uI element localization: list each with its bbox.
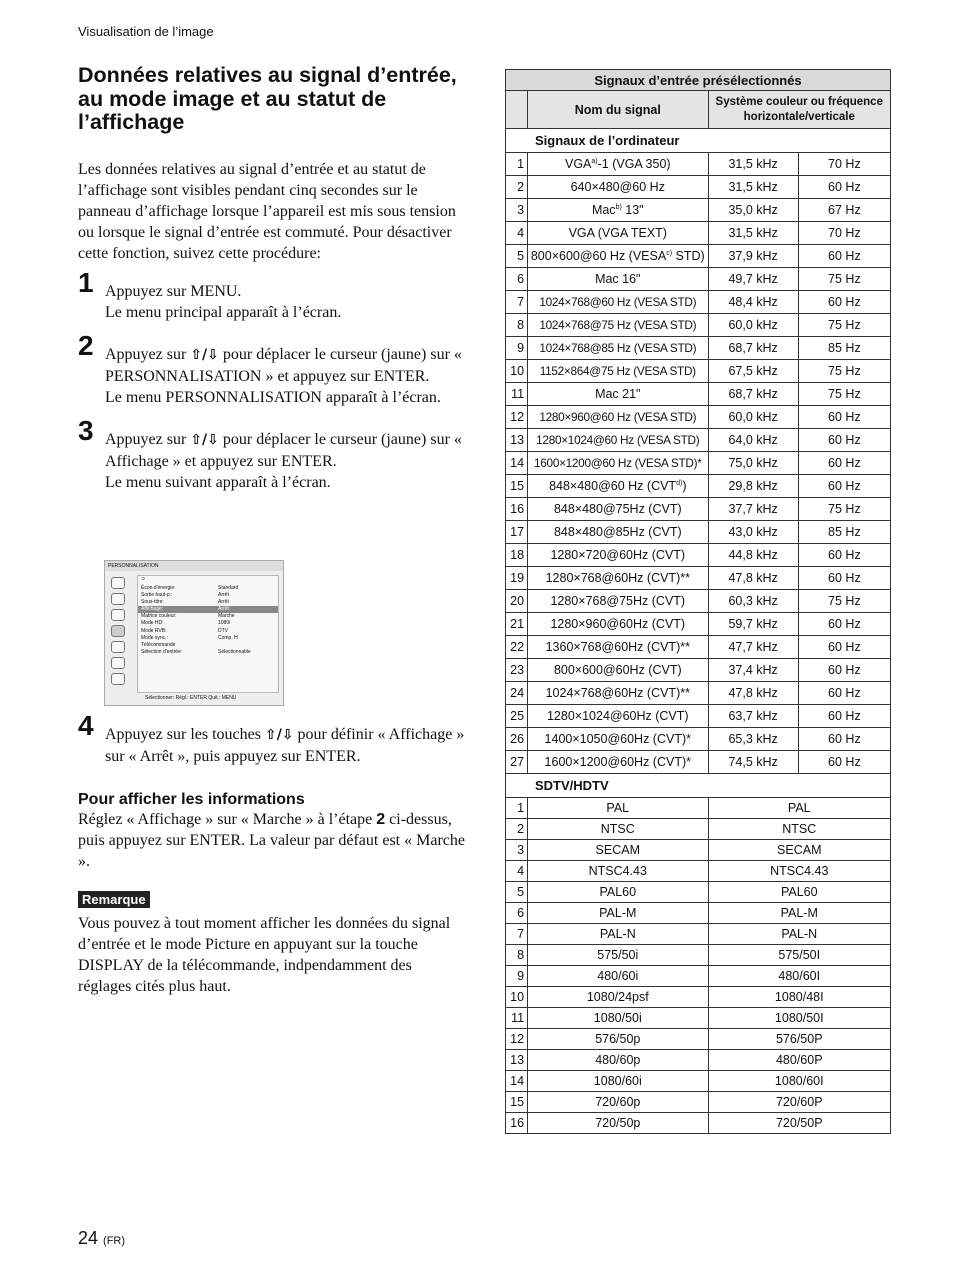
table-row (506, 222, 891, 245)
color-system: PAL-M (708, 903, 890, 924)
step-text: Appuyez sur ⇧/⇩ pour déplacer le curseur (jaune) sur « PERSONNALISATION » et appuyez sur ENTER. (105, 345, 462, 385)
horizontal-frequency: 31,5 kHz (708, 222, 798, 245)
row-index: 16 (506, 498, 528, 521)
vertical-frequency: 75 Hz (798, 590, 890, 613)
color-system: 576/50P (708, 1029, 890, 1050)
menu-row: Sélection d'entrée: Sélectionnable (141, 648, 251, 655)
signals-table (505, 69, 891, 1134)
remark-paragraph: Vous pouvez à tout moment afficher les données du signal d’entrée et le mode Picture en appuyant sur la touche DISPLAY de la télécommande, indpendamment des réglages cités plus haut. (78, 915, 451, 995)
color-system: 1080/48I (708, 987, 890, 1008)
signal-name: PAL-M (528, 903, 708, 924)
table-row (506, 383, 891, 406)
vertical-frequency: 60 Hz (798, 429, 890, 452)
menu-row: Matrice couleur: Marche (141, 613, 235, 620)
signal-name: 800×600@60 Hz (VESA$^{c)}$ STD) (528, 245, 708, 268)
row-index: 7 (506, 291, 528, 314)
table-row (506, 475, 891, 498)
step-text-2: Le menu principal apparaît à l’écran. (105, 303, 342, 321)
table-row (506, 452, 891, 475)
row-index: 23 (506, 659, 528, 682)
step-number: 3 (78, 414, 94, 446)
color-system: 575/50I (708, 945, 890, 966)
signal-name: NTSC (528, 819, 708, 840)
vertical-frequency: 60 Hz (798, 544, 890, 567)
vertical-frequency: 75 Hz (798, 498, 890, 521)
row-index: 26 (506, 728, 528, 751)
table-row (506, 245, 891, 268)
signal-name: 1600×1200@60Hz (CVT)* (528, 751, 708, 774)
menu-screenshot (104, 560, 284, 706)
signal-name: VGA (VGA TEXT) (528, 222, 708, 245)
signal-name: 1360×768@60Hz (CVT)** (528, 636, 708, 659)
signal-name: 848×480@85Hz (CVT) (528, 521, 708, 544)
horizontal-frequency: 60,3 kHz (708, 590, 798, 613)
row-index: 12 (506, 1029, 528, 1050)
intro-paragraph: Les données relatives au signal d’entrée et au statut de l’affichage sont visibles pendant cinq secondes sur le panneau d’affichage lorsque l’appareil est mis sous tension ou lorsque le signal d’entrée est commuté. Pour désactiver cette fonction, suivez cette procédure: (78, 160, 456, 262)
table-row (506, 903, 891, 924)
horizontal-frequency: 48,4 kHz (708, 291, 798, 314)
signal-name: Mac 21" (528, 383, 708, 406)
signal-name: 1024×768@60 Hz (VESA STD) (528, 291, 708, 314)
signal-name: 720/60p (528, 1092, 708, 1113)
horizontal-frequency: 59,7 kHz (708, 613, 798, 636)
horizontal-frequency: 31,5 kHz (708, 176, 798, 199)
menu-row: Télécommande (141, 641, 176, 648)
table-row (506, 882, 891, 903)
table-row (506, 705, 891, 728)
table-row (506, 924, 891, 945)
table-row (506, 567, 891, 590)
remark-badge: Remarque (78, 891, 150, 908)
signal-name: 1600×1200@60 Hz (VESA STD)* (528, 452, 708, 475)
signal-name: 1152×864@75 Hz (VESA STD) (528, 360, 708, 383)
step-number: 1 (78, 266, 94, 298)
table-row (506, 1092, 891, 1113)
color-system: 480/60P (708, 1050, 890, 1071)
signal-name: 720/50p (528, 1113, 708, 1134)
table-header-index (506, 91, 528, 129)
signal-name: VGA$^{a)}$-1 (VGA 350) (528, 153, 708, 176)
step-text-2: Le menu suivant apparaît à l’écran. (105, 473, 331, 491)
table-row (506, 819, 891, 840)
color-system: PAL60 (708, 882, 890, 903)
color-system: 720/50P (708, 1113, 890, 1134)
row-index: 14 (506, 1071, 528, 1092)
step-text: Appuyez sur ⇧/⇩ pour déplacer le curseur (jaune) sur « Affichage » et appuyez sur ENTER. (105, 430, 462, 470)
signal-name: SECAM (528, 840, 708, 861)
vertical-frequency: 75 Hz (798, 268, 890, 291)
color-system: PAL-N (708, 924, 890, 945)
horizontal-frequency: 35,0 kHz (708, 199, 798, 222)
signal-name: 576/50p (528, 1029, 708, 1050)
menu-row: Écon.d'énergie: Standard (141, 585, 239, 591)
table-row (506, 176, 891, 199)
signal-name: 1280×768@75Hz (CVT) (528, 590, 708, 613)
step-2 (78, 329, 468, 408)
signal-name: PAL60 (528, 882, 708, 903)
signal-name: NTSC4.43 (528, 861, 708, 882)
color-system: 480/60I (708, 966, 890, 987)
signal-name: 480/60i (528, 966, 708, 987)
table-section-pc: Signaux de l’ordinateur (506, 129, 891, 153)
row-index: 16 (506, 1113, 528, 1134)
row-index: 11 (506, 1008, 528, 1029)
row-index: 2 (506, 176, 528, 199)
color-system: NTSC4.43 (708, 861, 890, 882)
table-header-system: Système couleur ou fréquence horizontale/verticale (708, 91, 890, 129)
vertical-frequency: 60 Hz (798, 728, 890, 751)
table-row (506, 966, 891, 987)
vertical-frequency: 60 Hz (798, 291, 890, 314)
row-index: 1 (506, 798, 528, 819)
vertical-frequency: 75 Hz (798, 314, 890, 337)
horizontal-frequency: 44,8 kHz (708, 544, 798, 567)
up-down-arrows-icon: ⇧/⇩ (264, 727, 294, 743)
menu-row: Mode HD: 1080i (141, 620, 231, 627)
row-index: 22 (506, 636, 528, 659)
menu-icon (111, 577, 125, 589)
step-1 (78, 266, 468, 323)
step-4 (78, 710, 468, 767)
row-index: 24 (506, 682, 528, 705)
menu-arrow-row: ⊃ (141, 576, 146, 582)
row-index: 20 (506, 590, 528, 613)
horizontal-frequency: 43,0 kHz (708, 521, 798, 544)
row-index: 10 (506, 987, 528, 1008)
menu-row: Sortie haut-p.: Arrêt (141, 592, 229, 599)
signal-name: PAL (528, 798, 708, 819)
table-row (506, 544, 891, 567)
vertical-frequency: 60 Hz (798, 613, 890, 636)
row-index: 15 (506, 1092, 528, 1113)
row-index: 12 (506, 406, 528, 429)
menu-list (137, 575, 279, 693)
row-index: 4 (506, 861, 528, 882)
row-index: 4 (506, 222, 528, 245)
table-row (506, 199, 891, 222)
menu-row-selected: Affichage: Arrêt (138, 606, 278, 613)
row-index: 7 (506, 924, 528, 945)
table-title: Signaux d’entrée présélectionnés (506, 70, 891, 91)
vertical-frequency: 60 Hz (798, 452, 890, 475)
signal-name: 1280×960@60Hz (CVT) (528, 613, 708, 636)
table-row (506, 360, 891, 383)
menu-icon (111, 673, 125, 685)
row-index: 14 (506, 452, 528, 475)
row-index: 6 (506, 268, 528, 291)
horizontal-frequency: 47,8 kHz (708, 567, 798, 590)
horizontal-frequency: 49,7 kHz (708, 268, 798, 291)
signal-name: 1280×960@60 Hz (VESA STD) (528, 406, 708, 429)
row-index: 6 (506, 903, 528, 924)
up-down-arrows-icon: ⇧/⇩ (190, 346, 219, 363)
step-number: 2 (78, 329, 94, 361)
horizontal-frequency: 31,5 kHz (708, 153, 798, 176)
row-index: 25 (506, 705, 528, 728)
menu-footer: Sélectionner: Régl.: ENTER Quit.: MENU (145, 695, 237, 701)
row-index: 1 (506, 153, 528, 176)
vertical-frequency: 75 Hz (798, 360, 890, 383)
row-index: 27 (506, 751, 528, 774)
menu-row: Sous-titre: Arrêt (141, 599, 229, 606)
table-row (506, 406, 891, 429)
signal-name: Mac 16" (528, 268, 708, 291)
vertical-frequency: 67 Hz (798, 199, 890, 222)
vertical-frequency: 70 Hz (798, 222, 890, 245)
table-row (506, 1050, 891, 1071)
vertical-frequency: 60 Hz (798, 176, 890, 199)
horizontal-frequency: 74,5 kHz (708, 751, 798, 774)
menu-row: Mode sync.: Comp. H (141, 634, 238, 641)
table-row (506, 659, 891, 682)
vertical-frequency: 70 Hz (798, 153, 890, 176)
table-row (506, 429, 891, 452)
step-3 (78, 414, 468, 493)
color-system: 1080/50I (708, 1008, 890, 1029)
row-index: 15 (506, 475, 528, 498)
menu-icon (111, 609, 125, 621)
row-index: 9 (506, 966, 528, 987)
info-heading: Pour afficher les informations (78, 791, 305, 808)
table-row (506, 636, 891, 659)
vertical-frequency: 85 Hz (798, 337, 890, 360)
signal-name: 575/50i (528, 945, 708, 966)
color-system: NTSC (708, 819, 890, 840)
table-row (506, 751, 891, 774)
vertical-frequency: 85 Hz (798, 521, 890, 544)
signal-name: 1024×768@75 Hz (VESA STD) (528, 314, 708, 337)
signal-name: 1280×720@60Hz (CVT) (528, 544, 708, 567)
vertical-frequency: 60 Hz (798, 659, 890, 682)
table-row (506, 861, 891, 882)
table-row (506, 521, 891, 544)
table-row (506, 728, 891, 751)
info-paragraph: Réglez « Affichage » sur « Marche » à l’étape 2 ci-dessus, puis appuyez sur ENTER. La valeur par défaut est « Marche ». (78, 811, 465, 870)
signal-name: 1080/60i (528, 1071, 708, 1092)
vertical-frequency: 75 Hz (798, 383, 890, 406)
horizontal-frequency: 65,3 kHz (708, 728, 798, 751)
step-text-2: Le menu PERSONNALISATION apparaît à l’écran. (105, 388, 441, 406)
vertical-frequency: 60 Hz (798, 636, 890, 659)
row-index: 5 (506, 245, 528, 268)
horizontal-frequency: 29,8 kHz (708, 475, 798, 498)
row-index: 11 (506, 383, 528, 406)
table-row (506, 590, 891, 613)
horizontal-frequency: 75,0 kHz (708, 452, 798, 475)
horizontal-frequency: 47,7 kHz (708, 636, 798, 659)
signal-name: 1400×1050@60Hz (CVT)* (528, 728, 708, 751)
color-system: 720/60P (708, 1092, 890, 1113)
signal-name: 800×600@60Hz (CVT) (528, 659, 708, 682)
table-row (506, 613, 891, 636)
row-index: 13 (506, 1050, 528, 1071)
table-row (506, 291, 891, 314)
menu-icon-selected (111, 625, 125, 637)
vertical-frequency: 60 Hz (798, 567, 890, 590)
horizontal-frequency: 68,7 kHz (708, 337, 798, 360)
row-index: 18 (506, 544, 528, 567)
table-row (506, 840, 891, 861)
color-system: SECAM (708, 840, 890, 861)
row-index: 2 (506, 819, 528, 840)
horizontal-frequency: 37,7 kHz (708, 498, 798, 521)
step-text: Appuyez sur les touches ⇧/⇩ pour définir « Affichage » sur « Arrêt », puis appuyez sur ENTER. (105, 726, 465, 765)
table-row (506, 798, 891, 819)
table-header-name: Nom du signal (528, 91, 708, 129)
horizontal-frequency: 63,7 kHz (708, 705, 798, 728)
vertical-frequency: 60 Hz (798, 705, 890, 728)
signal-name: 1024×768@60Hz (CVT)** (528, 682, 708, 705)
table-row (506, 682, 891, 705)
vertical-frequency: 60 Hz (798, 245, 890, 268)
signal-name: 1280×1024@60 Hz (VESA STD) (528, 429, 708, 452)
signal-name: 1080/24psf (528, 987, 708, 1008)
horizontal-frequency: 64,0 kHz (708, 429, 798, 452)
menu-icon (111, 641, 125, 653)
table-row (506, 1008, 891, 1029)
signal-name: 848×480@60 Hz (CVT$^{d)}$) (528, 475, 708, 498)
signal-name: 1024×768@85 Hz (VESA STD) (528, 337, 708, 360)
horizontal-frequency: 60,0 kHz (708, 314, 798, 337)
signal-name: 1280×768@60Hz (CVT)** (528, 567, 708, 590)
table-row (506, 337, 891, 360)
color-system: PAL (708, 798, 890, 819)
up-down-arrows-icon: ⇧/⇩ (190, 431, 219, 448)
table-row (506, 1071, 891, 1092)
horizontal-frequency: 47,8 kHz (708, 682, 798, 705)
row-index: 9 (506, 337, 528, 360)
menu-icon (111, 657, 125, 669)
table-row (506, 1113, 891, 1134)
row-index: 21 (506, 613, 528, 636)
page-title: Données relatives au signal d’entrée, au mode image et au statut de l’affichage (78, 63, 457, 134)
table-row (506, 987, 891, 1008)
vertical-frequency: 60 Hz (798, 475, 890, 498)
signal-name: 1080/50i (528, 1008, 708, 1029)
horizontal-frequency: 67,5 kHz (708, 360, 798, 383)
row-index: 17 (506, 521, 528, 544)
running-header: Visualisation de l’image (78, 24, 214, 39)
table-row (506, 945, 891, 966)
vertical-frequency: 60 Hz (798, 751, 890, 774)
signal-name: 848×480@75Hz (CVT) (528, 498, 708, 521)
signal-name: 640×480@60 Hz (528, 176, 708, 199)
table-row (506, 498, 891, 521)
row-index: 8 (506, 314, 528, 337)
horizontal-frequency: 37,4 kHz (708, 659, 798, 682)
left-column (78, 64, 468, 493)
vertical-frequency: 60 Hz (798, 682, 890, 705)
table-row (506, 268, 891, 291)
row-index: 19 (506, 567, 528, 590)
menu-title: PERSONNALISATION (105, 561, 283, 571)
horizontal-frequency: 37,9 kHz (708, 245, 798, 268)
row-index: 5 (506, 882, 528, 903)
horizontal-frequency: 68,7 kHz (708, 383, 798, 406)
horizontal-frequency: 60,0 kHz (708, 406, 798, 429)
row-index: 10 (506, 360, 528, 383)
step-text: Appuyez sur MENU. (105, 282, 242, 300)
vertical-frequency: 60 Hz (798, 406, 890, 429)
left-column-lower (78, 710, 468, 997)
menu-row: Mode RVB: DTV (141, 627, 228, 634)
color-system: 1080/60I (708, 1071, 890, 1092)
signal-name: PAL-N (528, 924, 708, 945)
signal-name: 1280×1024@60Hz (CVT) (528, 705, 708, 728)
page-number: 24 (FR) (78, 1228, 126, 1248)
step-number: 4 (78, 710, 94, 741)
menu-icon-column (111, 577, 129, 689)
menu-icon (111, 593, 125, 605)
table-row (506, 314, 891, 337)
table-section-tv: SDTV/HDTV (506, 774, 891, 798)
row-index: 8 (506, 945, 528, 966)
signal-name: 480/60p (528, 1050, 708, 1071)
row-index: 13 (506, 429, 528, 452)
signal-name: Mac$^{b)}$ 13" (528, 199, 708, 222)
row-index: 3 (506, 840, 528, 861)
row-index: 3 (506, 199, 528, 222)
table-row (506, 153, 891, 176)
table-row (506, 1029, 891, 1050)
